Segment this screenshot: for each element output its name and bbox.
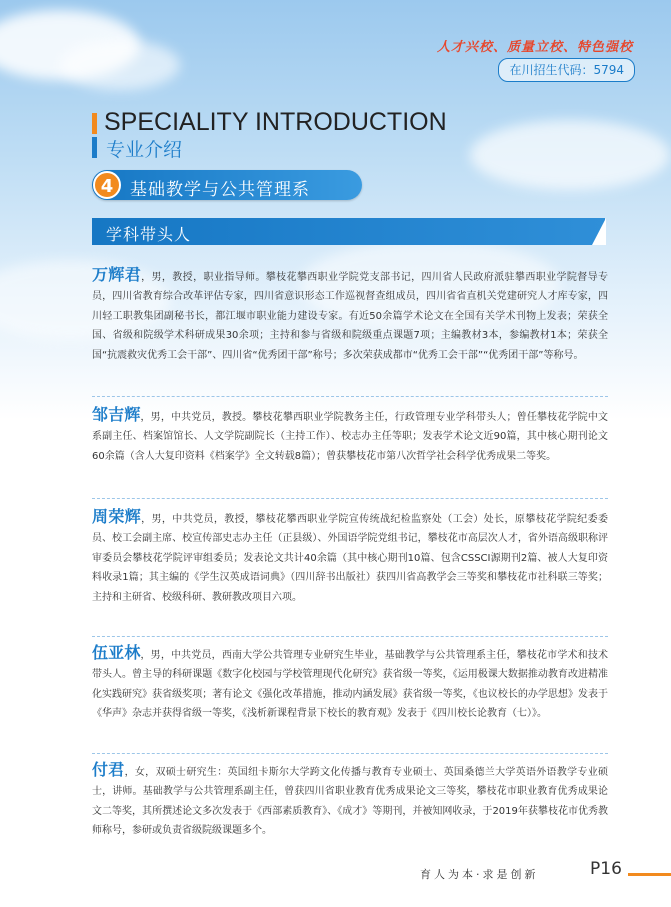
bio-text: ，男，中共党员，教授，攀枝花攀西职业学院宣传统战纪检监察处（工会）处长，原攀枝花学院纪委委员、校工会副主席、校宣传部史志办主任（正县级）、外国语学院党组书记，攀枝花市高层次人才，省外语高级职称评审委员会攀枝花学院评审组委员；发表论文共计40余篇（其中核心期刊10篇、包含CSSCI源期刊2篇、被人大复印资料收录1篇；其主编的《学生汉英成语词典》（四川辞书出版社）获四川省高教学会三等奖和攀枝花市社科联三等奖；主持和主研省、校级科研、教研教改项目六项。 <box>92 514 608 603</box>
title-accent-blue <box>92 137 97 158</box>
person-name: 万辉君 <box>92 265 142 284</box>
footer-motto: 育人为本·求是创新 <box>420 868 539 881</box>
bio-paragraph <box>92 507 608 607</box>
page-number: P16 <box>590 859 622 879</box>
bio-divider <box>92 498 608 499</box>
bio-paragraph <box>92 265 608 365</box>
person-name: 付君 <box>92 760 125 779</box>
bio-divider <box>92 636 608 637</box>
chinese-page-title: 专业介绍 <box>106 139 183 161</box>
bio-paragraph <box>92 643 608 724</box>
department-name: 基础教学与公共管理系 <box>130 180 310 200</box>
bio-paragraph <box>92 760 608 841</box>
department-number-badge: 4 <box>93 171 121 199</box>
bio-text: ，男，教授，职业指导师。攀枝花攀西职业学院党支部书记，四川省人民政府派驻攀西职业学院督导专员，四川省教育综合改革评估专家，四川省意识形态工作巡视督查组成员，四川省省直机关党建研究人才库专家，四川轻工职教集团副秘书长，都江堰市职业能力建设专家。有近50余篇学术论文在全国有关学术刊物上发表；荣获全国、省级和院级学术科研成果30余项；主持和参与省级和院级重点课题7项；主编教材3本，参编教材1本；荣获全国“抗震救灾优秀工会干部”、四川省“优秀团干部”称号；多次荣获成都市“优秀工会干部”“优秀团干部”等称号。 <box>92 272 608 361</box>
title-accent-orange <box>92 113 97 134</box>
bio-text: ，男，中共党员，西南大学公共管理专业研究生毕业，基础教学与公共管理系主任，攀枝花市学术和技术带头人。曾主导的科研课题《数字化校园与学校管理现代化研究》获省级一等奖，《运用极课大数据推动教育改进精准化实践研究》获省级奖项；著有论文《强化改革措施，推动内涵发展》获省级一等奖，《也议校长的办学思想》发表于《华声》杂志并获得省级一等奖，《浅析新课程背景下校长的教育观》发表于《四川校长论教育（七）》。 <box>92 650 608 720</box>
bio-divider <box>92 753 608 754</box>
person-name: 伍亚林 <box>92 643 141 662</box>
cloud-decoration <box>470 120 670 190</box>
person-name: 周荣辉 <box>92 507 142 526</box>
cloud-decoration <box>60 40 180 90</box>
enrollment-code-badge: 在川招生代码：5794 <box>498 58 635 82</box>
person-name: 邹吉辉 <box>92 405 141 424</box>
footer-accent-line <box>628 873 671 876</box>
section-title: 学科带头人 <box>106 225 192 244</box>
bio-text: ，男，中共党员，教授。攀枝花攀西职业学院教务主任，行政管理专业学科带头人；曾任攀枝花学院中文系副主任、档案馆馆长、人文学院副院长（主持工作）、校志办主任等职；发表学术论文近90篇，其中核心期刊论文60余篇（含人大复印资料《档案学》全文转载8篇）；曾获攀枝花市第八次哲学社会科学优秀成果二等奖。 <box>92 412 608 462</box>
bio-paragraph <box>92 405 608 466</box>
school-slogan: 人才兴校、质量立校、特色强校 <box>436 40 633 55</box>
english-page-title: SPECIALITY INTRODUCTION <box>104 108 447 136</box>
bio-divider <box>92 396 608 397</box>
bio-text: ，女，双硕士研究生：英国纽卡斯尔大学跨文化传播与教育专业硕士、英国桑德兰大学英语外语教学专业硕士，讲师。基础教学与公共管理系副主任，曾获四川省职业教育优秀成果论文三等奖，攀枝花市职业教育优秀成果论文二等奖，其所撰述论文多次发表于《西部素质教育》、《成才》等期刊，并被知网收录，于2019年获攀枝花市优秀教师称号，参研或负责省级院级课题多个。 <box>92 767 608 837</box>
